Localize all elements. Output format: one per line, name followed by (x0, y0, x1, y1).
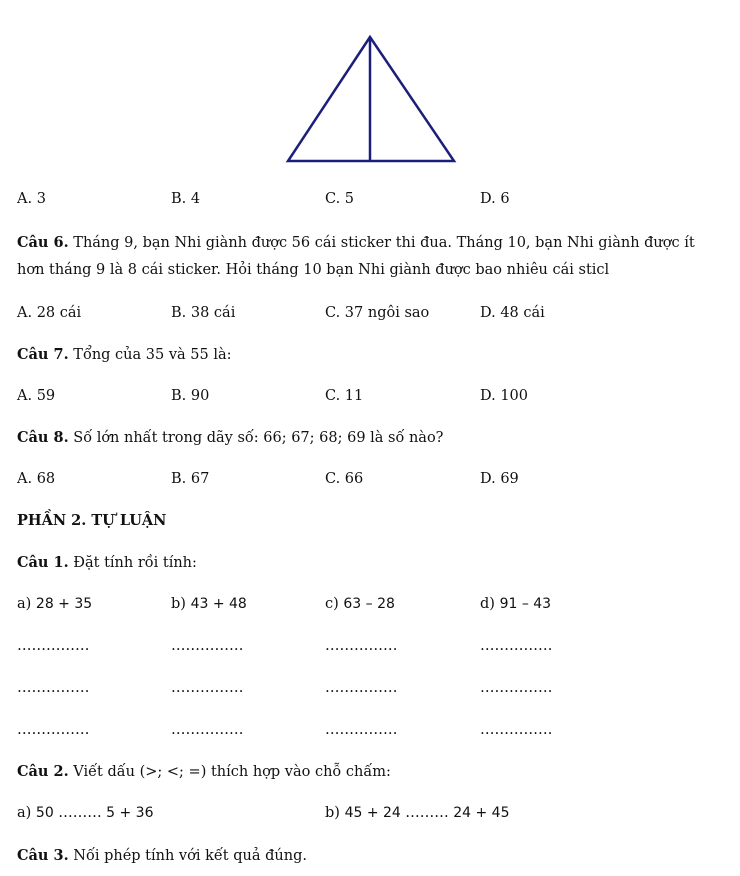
q7-label: Câu 7. (17, 346, 69, 363)
ess2-item-b-left: 45 + 24 (344, 805, 406, 821)
q7-option-c[interactable]: C. 11 (325, 388, 364, 404)
ess1-item-a (17, 596, 92, 612)
ess1-answer-row-1 (17, 638, 740, 658)
q7-option-a[interactable]: A. 59 (17, 388, 56, 404)
ess2-item-b-letter: b) (325, 805, 345, 821)
ess3-question (17, 847, 307, 864)
q8-option-c[interactable]: C. 66 (325, 471, 364, 487)
q6-text-line1: Tháng 9, bạn Nhi giành được 56 cái sticker thi đua. Tháng 10, bạn Nhi giành được ít (68, 235, 695, 251)
q5-option-c[interactable]: C. 5 (325, 191, 355, 207)
ess1-label: Câu 1. (17, 554, 69, 571)
ess1-item-c-expr: 63 – 28 (343, 596, 395, 612)
answer-blank[interactable]: …………… (480, 722, 553, 738)
q8-options (17, 471, 740, 491)
ess1-item-d-letter: d) (480, 596, 500, 612)
ess2-item-b (325, 805, 510, 821)
answer-blank[interactable]: ……… (405, 805, 449, 821)
answer-blank[interactable]: …………… (171, 722, 244, 738)
q6-line1 (17, 234, 695, 251)
q6-option-d[interactable]: D. 48 cái (480, 305, 545, 321)
q5-option-d[interactable]: D. 6 (480, 191, 510, 207)
q7-options (17, 388, 740, 408)
q7-option-d[interactable]: D. 100 (480, 388, 529, 404)
ess1-answer-row-2 (17, 680, 740, 700)
q6-option-a[interactable]: A. 28 cái (17, 305, 82, 321)
ess2-question (17, 763, 391, 780)
answer-blank[interactable]: …………… (17, 638, 90, 654)
ess1-answer-row-3 (17, 722, 740, 742)
ess1-items (17, 596, 740, 616)
ess2-text: Viết dấu (>; <; =) thích hợp vào chỗ chấm: (68, 764, 391, 780)
ess1-item-b-letter: b) (171, 596, 191, 612)
ess2-item-a-left: 50 (35, 805, 59, 821)
q7-option-b[interactable]: B. 90 (171, 388, 210, 404)
q5-options (17, 191, 740, 211)
q8-label: Câu 8. (17, 429, 69, 446)
answer-blank[interactable]: …………… (480, 680, 553, 696)
q5-option-b[interactable]: B. 4 (171, 191, 201, 207)
answer-blank[interactable]: …………… (17, 680, 90, 696)
answer-blank[interactable]: ……… (58, 805, 102, 821)
ess1-item-b-expr: 43 + 48 (190, 596, 247, 612)
ess1-item-a-expr: 28 + 35 (35, 596, 93, 612)
q8-option-b[interactable]: B. 67 (171, 471, 210, 487)
ess2-item-a (17, 805, 154, 821)
part2-heading: PHẦN 2. TỰ LUẬN (17, 512, 167, 529)
answer-blank[interactable]: …………… (325, 722, 398, 738)
ess1-item-d-expr: 91 – 43 (499, 596, 552, 612)
q7-question (17, 346, 232, 363)
q8-option-d[interactable]: D. 69 (480, 471, 519, 487)
ess2-item-a-letter: a) (17, 805, 36, 821)
q6-options (17, 305, 740, 325)
q5-option-a[interactable]: A. 3 (17, 191, 46, 207)
ess2-item-a-right: 5 + 36 (101, 805, 154, 821)
ess3-text: Nối phép tính với kết quả đúng. (68, 848, 307, 864)
ess1-item-a-letter: a) (17, 596, 36, 612)
triangle-figure (0, 0, 740, 175)
answer-blank[interactable]: …………… (480, 638, 553, 654)
ess3-label: Câu 3. (17, 847, 69, 864)
ess1-item-d (480, 596, 551, 612)
q8-text: Số lớn nhất trong dãy số: 66; 67; 68; 69 là số nào? (68, 430, 444, 446)
q6-line2 (17, 262, 609, 278)
answer-blank[interactable]: …………… (171, 638, 244, 654)
ess2-items (17, 805, 740, 825)
q6-text-line2: hơn tháng 9 là 8 cái sticker. Hỏi tháng 10 bạn Nhi giành được bao nhiêu cái sticl (17, 262, 610, 278)
answer-blank[interactable]: …………… (325, 638, 398, 654)
ess2-item-b-right: 24 + 45 (448, 805, 510, 821)
ess1-item-b (171, 596, 247, 612)
q6-option-b[interactable]: B. 38 cái (171, 305, 236, 321)
answer-blank[interactable]: …………… (171, 680, 244, 696)
ess1-item-c-letter: c) (325, 596, 344, 612)
ess1-item-c (325, 596, 395, 612)
q6-label: Câu 6. (17, 234, 69, 251)
answer-blank[interactable]: …………… (325, 680, 398, 696)
ess1-text: Đặt tính rồi tính: (68, 555, 197, 571)
answer-blank[interactable]: …………… (17, 722, 90, 738)
ess1-question (17, 554, 197, 571)
q7-text: Tổng của 35 và 55 là: (68, 347, 232, 363)
ess2-label: Câu 2. (17, 763, 69, 780)
q8-question (17, 429, 443, 446)
q6-option-c[interactable]: C. 37 ngôi sao (325, 305, 430, 321)
q8-option-a[interactable]: A. 68 (17, 471, 56, 487)
